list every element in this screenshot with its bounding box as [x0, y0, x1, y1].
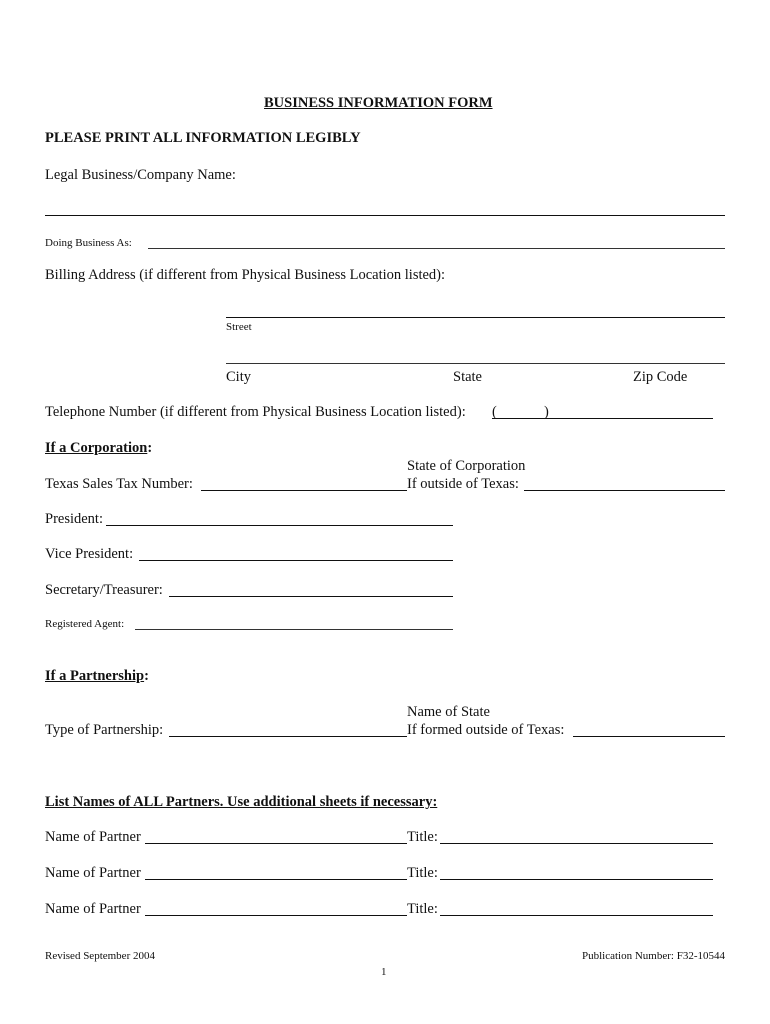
partners-heading: List Names of ALL Partners. Use additional sheets if necessary:: [45, 794, 438, 810]
partner-title-field[interactable]: [440, 843, 713, 844]
partner-title-label: Title:: [407, 865, 438, 881]
partner-name-field[interactable]: [145, 843, 407, 844]
partner-name-field[interactable]: [145, 879, 407, 880]
vice-president-label: Vice President:: [45, 546, 134, 562]
state-of-corporation-label: State of Corporation: [407, 458, 526, 474]
sales-tax-field[interactable]: [201, 490, 407, 491]
zip-code-label: Zip Code: [633, 369, 688, 385]
partner-title-label: Title:: [407, 829, 438, 845]
partnership-state-field[interactable]: [573, 736, 725, 737]
legal-name-field[interactable]: [45, 215, 725, 216]
billing-address-label: Billing Address (if different from Physical Business Location listed):: [45, 267, 446, 283]
city-state-zip-field[interactable]: [226, 363, 725, 364]
instruction-text: PLEASE PRINT ALL INFORMATION LEGIBLY: [45, 130, 361, 146]
partnership-type-field[interactable]: [169, 736, 407, 737]
partnership-type-label: Type of Partnership:: [45, 722, 164, 738]
telephone-field[interactable]: [492, 418, 713, 419]
name-of-state-label: Name of State: [407, 704, 490, 720]
secretary-field[interactable]: [169, 596, 453, 597]
partner-name-label: Name of Partner: [45, 865, 141, 881]
dba-label: Doing Business As:: [45, 237, 132, 249]
street-label: Street: [226, 321, 252, 333]
president-label: President:: [45, 511, 103, 527]
outside-texas-label: If outside of Texas:: [407, 476, 519, 492]
partner-name-field[interactable]: [145, 915, 407, 916]
president-field[interactable]: [106, 525, 453, 526]
corporation-heading: If a Corporation:: [45, 440, 153, 456]
publication-number: Publication Number: F32-10544: [582, 950, 725, 962]
sales-tax-label: Texas Sales Tax Number:: [45, 476, 193, 492]
phone-open-paren: (: [492, 404, 497, 420]
city-label: City: [226, 369, 251, 385]
partner-title-label: Title:: [407, 901, 438, 917]
dba-field[interactable]: [148, 248, 725, 249]
state-label: State: [453, 369, 482, 385]
street-field[interactable]: [226, 317, 725, 318]
partner-title-field[interactable]: [440, 879, 713, 880]
partnership-heading: If a Partnership:: [45, 668, 149, 684]
partner-title-field[interactable]: [440, 915, 713, 916]
legal-name-label: Legal Business/Company Name:: [45, 167, 236, 183]
revised-date: Revised September 2004: [45, 950, 155, 962]
telephone-label: Telephone Number (if different from Physical Business Location listed):: [45, 404, 466, 420]
corporation-state-field[interactable]: [524, 490, 725, 491]
page-number: 1: [381, 966, 387, 978]
secretary-label: Secretary/Treasurer:: [45, 582, 163, 598]
formed-outside-label: If formed outside of Texas:: [407, 722, 565, 738]
partner-name-label: Name of Partner: [45, 829, 141, 845]
registered-agent-field[interactable]: [135, 629, 453, 630]
form-title: BUSINESS INFORMATION FORM: [264, 95, 493, 111]
partner-name-label: Name of Partner: [45, 901, 141, 917]
phone-close-paren: ): [544, 404, 549, 420]
vice-president-field[interactable]: [139, 560, 453, 561]
registered-agent-label: Registered Agent:: [45, 618, 125, 630]
